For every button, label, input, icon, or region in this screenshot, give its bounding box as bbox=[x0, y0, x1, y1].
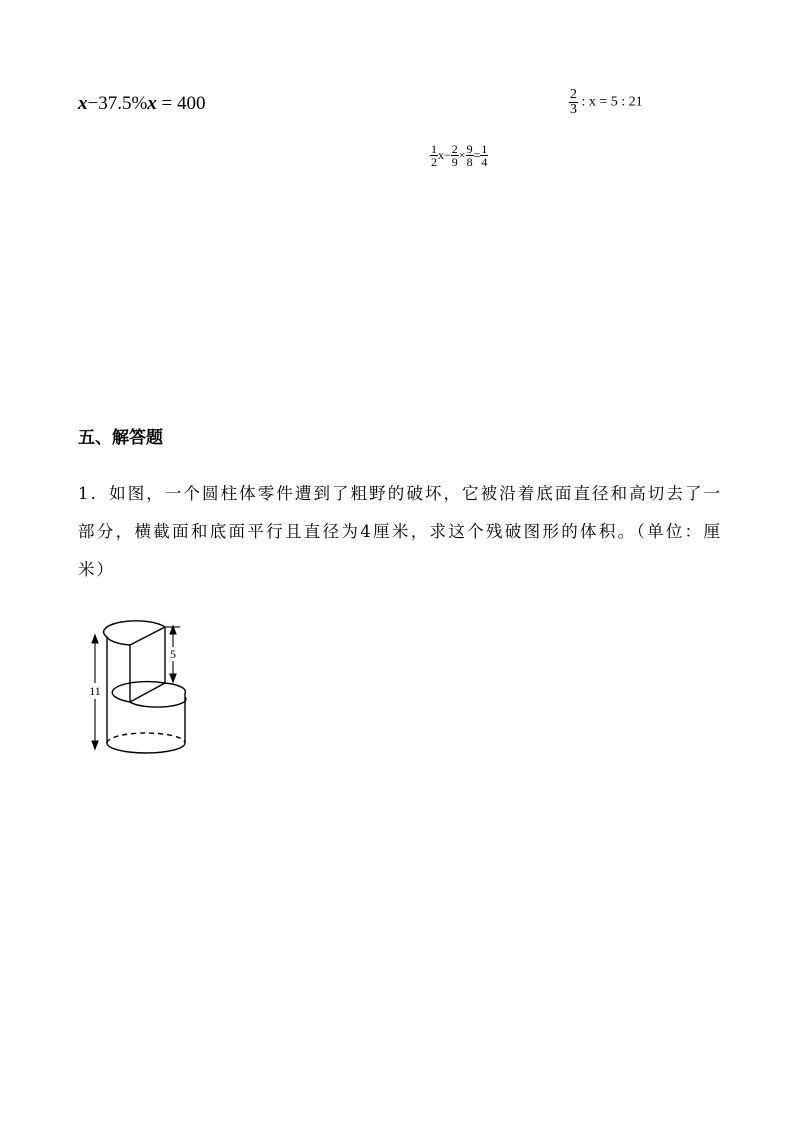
cylinder-diagram bbox=[80, 615, 210, 765]
eq2-numerator: 2 bbox=[570, 87, 577, 102]
eq3-minus: − bbox=[444, 148, 451, 162]
eq3-f4-denominator: 4 bbox=[481, 155, 488, 169]
eq2-rest: : x = 5 : 21 bbox=[581, 94, 643, 110]
cut-label: 5 bbox=[170, 647, 176, 661]
bottom-ellipse-back bbox=[107, 733, 185, 743]
eq3-f1-numerator: 1 bbox=[431, 142, 437, 156]
eq1-rhs: = 400 bbox=[161, 93, 206, 114]
height-arrow-top bbox=[92, 635, 98, 643]
eq3-fraction-2 bbox=[451, 143, 459, 168]
mid-ellipse-front bbox=[130, 697, 186, 707]
eq3-f3-numerator: 9 bbox=[466, 142, 473, 156]
eq3-variable: x bbox=[438, 148, 444, 162]
eq2-denominator: 3 bbox=[570, 102, 577, 117]
height-arrow-bottom bbox=[92, 741, 98, 749]
eq1-term: −37.5% bbox=[87, 93, 148, 114]
cut-diagonal bbox=[130, 683, 165, 702]
height-label: 11 bbox=[89, 684, 101, 698]
equation-2 bbox=[569, 88, 643, 117]
eq3-fraction-4 bbox=[480, 143, 488, 168]
eq3-equals: = bbox=[473, 148, 481, 162]
eq3-times: × bbox=[458, 148, 466, 162]
cut-arrow-bottom bbox=[170, 674, 176, 682]
eq2-fraction bbox=[569, 88, 578, 117]
bottom-ellipse-front bbox=[107, 743, 185, 753]
problem-text: 1．如图，一个圆柱体零件遭到了粗野的破坏，它被沿着底面直径和高切去了一部分，横截面和底面平行且直径为4厘米，求这个残破图形的体积。（单位：厘米） bbox=[78, 484, 722, 579]
eq3-f4-numerator: 1 bbox=[481, 142, 488, 156]
eq3-f3-denominator: 8 bbox=[466, 155, 473, 169]
eq3-f2-numerator: 2 bbox=[451, 142, 458, 156]
eq3-f2-denominator: 9 bbox=[451, 155, 458, 169]
eq1-variable-2: x bbox=[147, 93, 157, 114]
section-title: 五、解答题 bbox=[78, 428, 163, 448]
equation-3 bbox=[430, 143, 488, 168]
top-ellipse bbox=[104, 621, 165, 645]
eq1-variable: x bbox=[78, 93, 88, 114]
cylinder-figure bbox=[80, 615, 210, 769]
eq3-f1-denominator: 2 bbox=[431, 155, 437, 169]
eq3-fraction-1 bbox=[430, 143, 438, 168]
equation-1 bbox=[78, 93, 206, 115]
eq3-fraction-3 bbox=[466, 143, 474, 168]
